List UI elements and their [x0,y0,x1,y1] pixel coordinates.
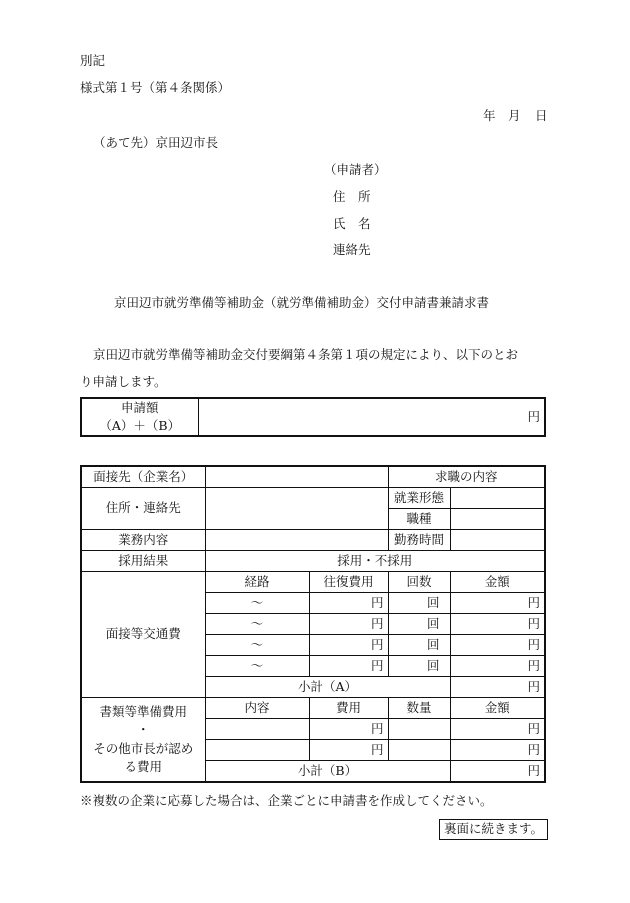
amount-table [80,397,546,437]
intro-line-2: り申請します。 [80,374,167,389]
docs-header-content: 内容 [205,698,309,719]
docs-header-cost: 費用 [309,698,388,719]
result-value[interactable]: 採用・不採用 [205,551,545,572]
transport-cost[interactable]: 円 [309,635,388,656]
docs-label-line1: 書類等準備費用 [99,704,187,720]
transport-cost[interactable]: 円 [309,656,388,677]
docs-label [81,698,205,783]
addressee: （あて先）京田辺市長 [93,135,219,150]
continue-text: 裏面に続きます。 [444,821,544,836]
docs-header-amount: 金額 [450,698,545,719]
docs-quantity[interactable] [388,740,450,761]
continue-box [439,819,548,840]
applicant-name-label: 氏 名 [333,216,371,231]
date-month: 月 [508,108,521,123]
transport-amount[interactable]: 円 [450,614,545,635]
company-label: 面接先（企業名） [81,466,205,488]
document-title: 京田辺市就労準備等補助金（就労準備補助金）交付申請書兼請求書 [114,295,490,310]
main-table [80,465,546,783]
docs-content[interactable] [205,740,309,761]
amount-label-line2: （A）＋（B） [99,418,181,434]
subtotal-b-label: 小計（B） [205,761,450,783]
docs-amount[interactable]: 円 [450,740,545,761]
docs-content[interactable] [205,719,309,740]
docs-amount[interactable]: 円 [450,719,545,740]
date-year: 年 [483,108,496,123]
transport-cost[interactable]: 円 [309,593,388,614]
amount-label-line1: 申請額 [120,400,159,415]
working-hours-label: 勤務時間 [388,530,450,551]
subtotal-a-label: 小計（A） [205,677,450,698]
address-contact-label: 住所・連絡先 [81,488,205,530]
amount-label-cell [81,398,198,436]
transport-header-count: 回数 [388,572,450,593]
job-type-input[interactable] [450,509,545,530]
transport-route[interactable]: ～ [205,635,309,656]
business-input[interactable] [205,530,388,551]
job-type-label: 職種 [388,509,450,530]
transport-count[interactable]: 回 [388,593,450,614]
working-hours-input[interactable] [450,530,545,551]
subtotal-a-value[interactable]: 円 [450,677,545,698]
transport-route[interactable]: ～ [205,614,309,635]
docs-label-line4: る費用 [124,758,162,774]
transport-count[interactable]: 回 [388,635,450,656]
form-number: 様式第１号（第４条関係） [80,80,231,95]
transport-label: 面接等交通費 [81,572,205,698]
employment-type-input[interactable] [450,488,545,509]
transport-count[interactable]: 回 [388,614,450,635]
docs-label-line2: ・ [136,722,150,738]
transport-amount[interactable]: 円 [450,635,545,656]
transport-route[interactable]: ～ [205,593,309,614]
docs-cost[interactable]: 円 [309,719,388,740]
docs-quantity[interactable] [388,719,450,740]
applicant-title: （申請者） [324,162,387,177]
date-day: 日 [535,108,548,123]
header-label: 別記 [80,53,106,68]
docs-label-line3: その他市長が認め [93,740,194,756]
applicant-address-label: 住 所 [333,189,371,204]
transport-amount[interactable]: 円 [450,656,545,677]
transport-cost[interactable]: 円 [309,614,388,635]
transport-header-cost: 往復費用 [309,572,388,593]
subtotal-b-value[interactable]: 円 [450,761,545,783]
intro-line-1: 京田辺市就労準備等補助金交付要綱第４条第１項の規定により、以下のとお [93,347,519,362]
transport-amount[interactable]: 円 [450,593,545,614]
employment-type-label: 就業形態 [388,488,450,509]
business-label: 業務内容 [81,530,205,551]
footer-note: ※複数の企業に応募した場合は、企業ごとに申請書を作成してください。 [80,793,493,808]
transport-header-amount: 金額 [450,572,545,593]
result-label: 採用結果 [81,551,205,572]
transport-count[interactable]: 回 [388,656,450,677]
amount-value-cell[interactable] [198,398,545,436]
address-contact-input[interactable] [205,488,388,530]
docs-cost[interactable]: 円 [309,740,388,761]
docs-header-quantity: 数量 [388,698,450,719]
amount-unit: 円 [527,408,540,424]
company-input[interactable] [205,466,388,488]
transport-header-route: 経路 [205,572,309,593]
transport-route[interactable]: ～ [205,656,309,677]
applicant-contact-label: 連絡先 [333,242,371,257]
job-content-header: 求職の内容 [388,466,545,488]
